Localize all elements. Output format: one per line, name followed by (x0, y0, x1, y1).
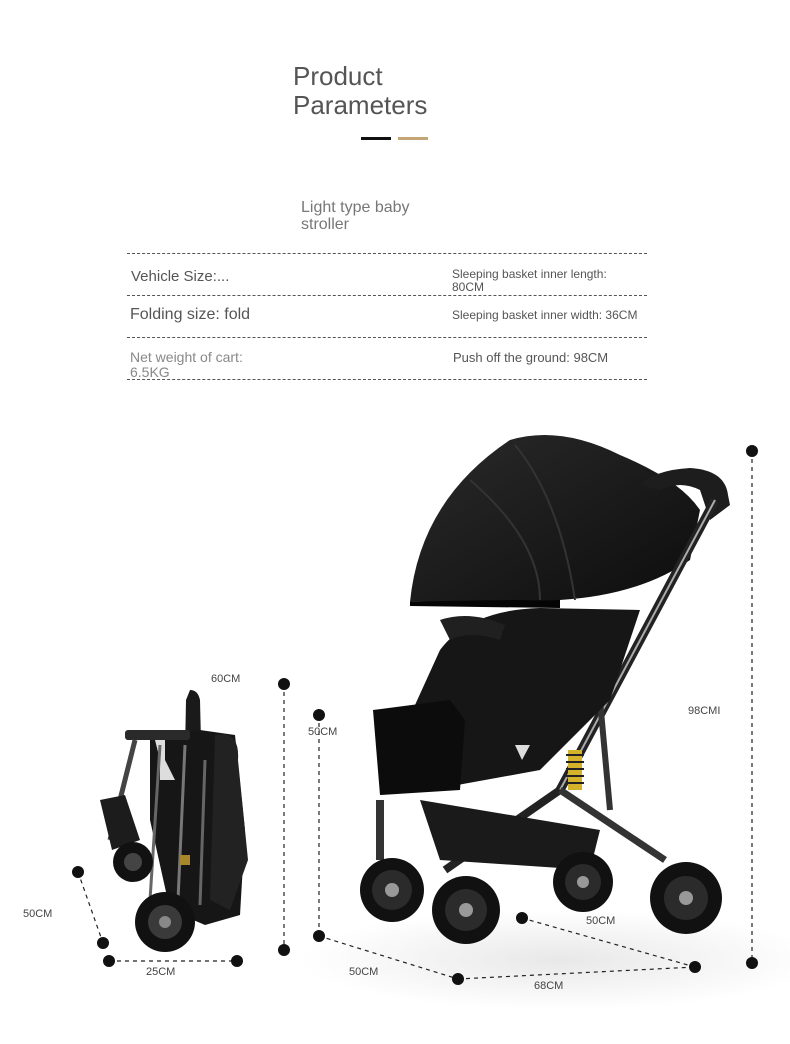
stroller-illustration (0, 400, 790, 1044)
dim-length: 68CM (534, 980, 564, 992)
divider (127, 253, 647, 254)
dim-width: 50CM (349, 966, 379, 978)
title-line-1: Product (293, 61, 383, 91)
wheel (650, 862, 722, 934)
spec-net-weight-label: Net weight of cart: (130, 349, 243, 365)
dim-seat-height: 50CM (308, 726, 338, 738)
dim-total-height: 98CMI (688, 705, 721, 717)
wheel (360, 858, 424, 922)
page-title (293, 62, 427, 120)
spec-basket-length (452, 268, 607, 294)
spec-basket-length-value: 80CM (452, 280, 485, 294)
spec-vehicle-size: Vehicle Size:... (131, 268, 230, 285)
stroller-drawing (0, 400, 790, 1044)
product-name: Light type baby stroller (301, 199, 410, 233)
wheel (432, 876, 500, 944)
spec-push-height: Push off the ground: 98CM (453, 350, 609, 365)
dim-folded-depth: 50CM (23, 908, 53, 920)
dim-rear-width: 50CM (586, 915, 616, 927)
title-accent-dark (361, 137, 391, 140)
folded-stroller (100, 690, 248, 952)
spec-net-weight-value: 6.5KG (130, 364, 170, 380)
title-accent-gold (398, 137, 428, 140)
dim-folded-height: 60CM (211, 673, 241, 685)
spec-net-weight (130, 350, 243, 380)
divider (127, 295, 647, 296)
open-stroller (360, 435, 730, 944)
spec-basket-length-label: Sleeping basket inner length: (452, 267, 607, 281)
divider (127, 337, 647, 338)
spec-folding-size: Folding size: fold (130, 306, 251, 323)
wheel (553, 852, 613, 912)
dim-folded-width: 25CM (146, 966, 176, 978)
spec-basket-width: Sleeping basket inner width: 36CM (452, 308, 638, 322)
title-line-2: Parameters (293, 90, 428, 120)
